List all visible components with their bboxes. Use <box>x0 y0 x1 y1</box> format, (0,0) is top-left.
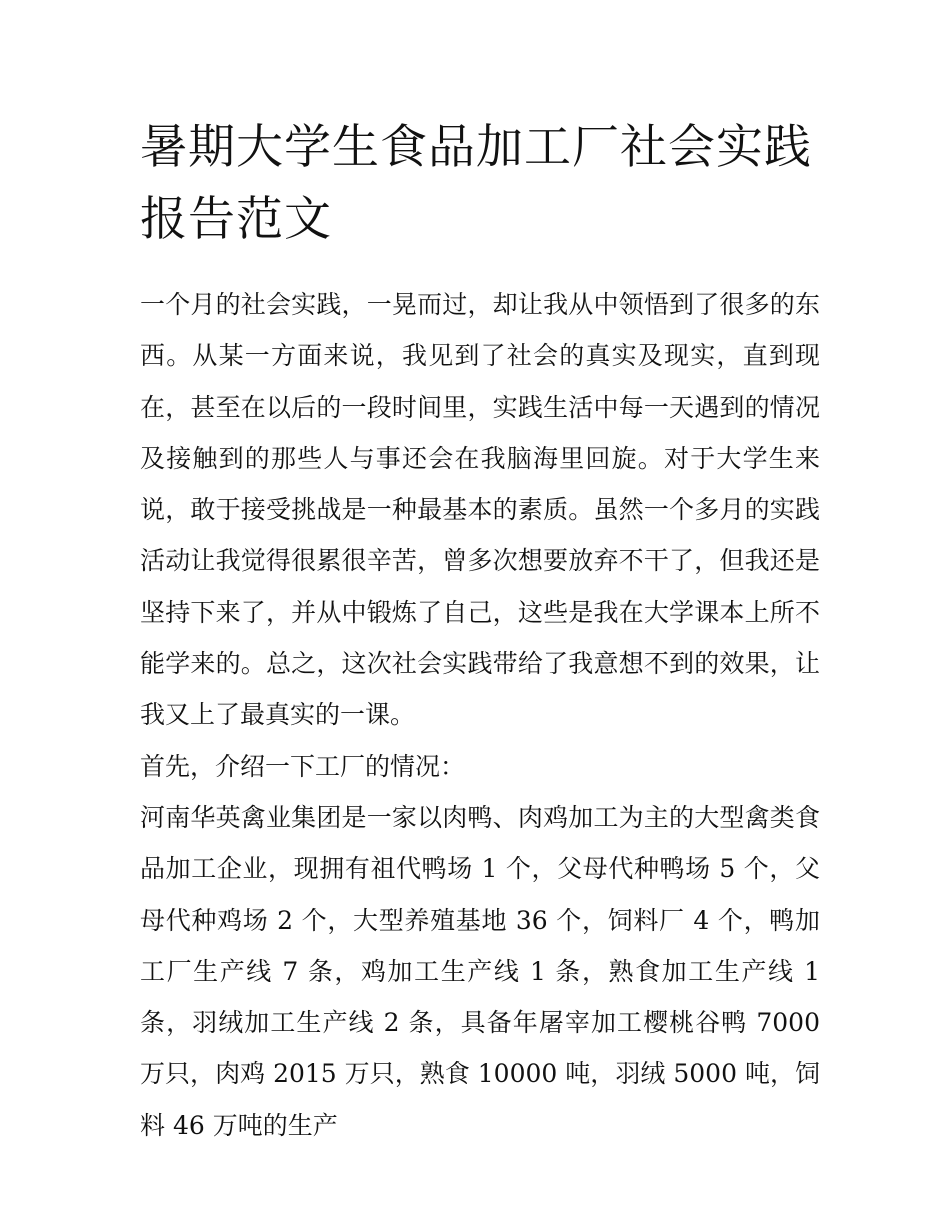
document-title: 暑期大学生食品加工厂社会实践报告范文 <box>140 120 812 247</box>
paragraph-intro: 一个月的社会实践，一晃而过，却让我从中领悟到了很多的东西。从某一方面来说，我见到了社会的真实及现实，直到现在，甚至在以后的一段时间里，实践生活中每一天遇到的情况及接触到的那些人与事还会在我脑海里回旋。对于大学生来说，敢于接受挑战是一种最基本的素质。虽然一个多月的实践活动让我觉得很累很辛苦，曾多次想要放弃不干了，但我还是坚持下来了，并从中锻炼了自己，这些是我在大学课本上所不能学来的。总之，这次社会实践带给了我意想不到的效果，让我又上了最真实的一课。 <box>140 290 820 730</box>
document-body <box>140 279 820 1151</box>
paragraph-factory-description: 河南华英禽业集团是一家以肉鸭、肉鸡加工为主的大型禽类食品加工企业，现拥有祖代鸭场 1 个，父母代种鸭场 5 个，父母代种鸡场 2 个，大型养殖基地 36 个，饲料厂 4 个，鸭加工厂生产线 7 条，鸡加工生产线 1 条，熟食加工生产线 1 条，羽绒加工生产线 2 条，具备年屠宰加工樱桃谷鸭 7000 万只，肉鸡 2015 万只，熟食 10000 吨，羽绒 5000 吨，饲料 46 万吨的生产 <box>140 802 820 1140</box>
paragraph-factory-heading: 首先，介绍一下工厂的情况： <box>140 751 466 781</box>
